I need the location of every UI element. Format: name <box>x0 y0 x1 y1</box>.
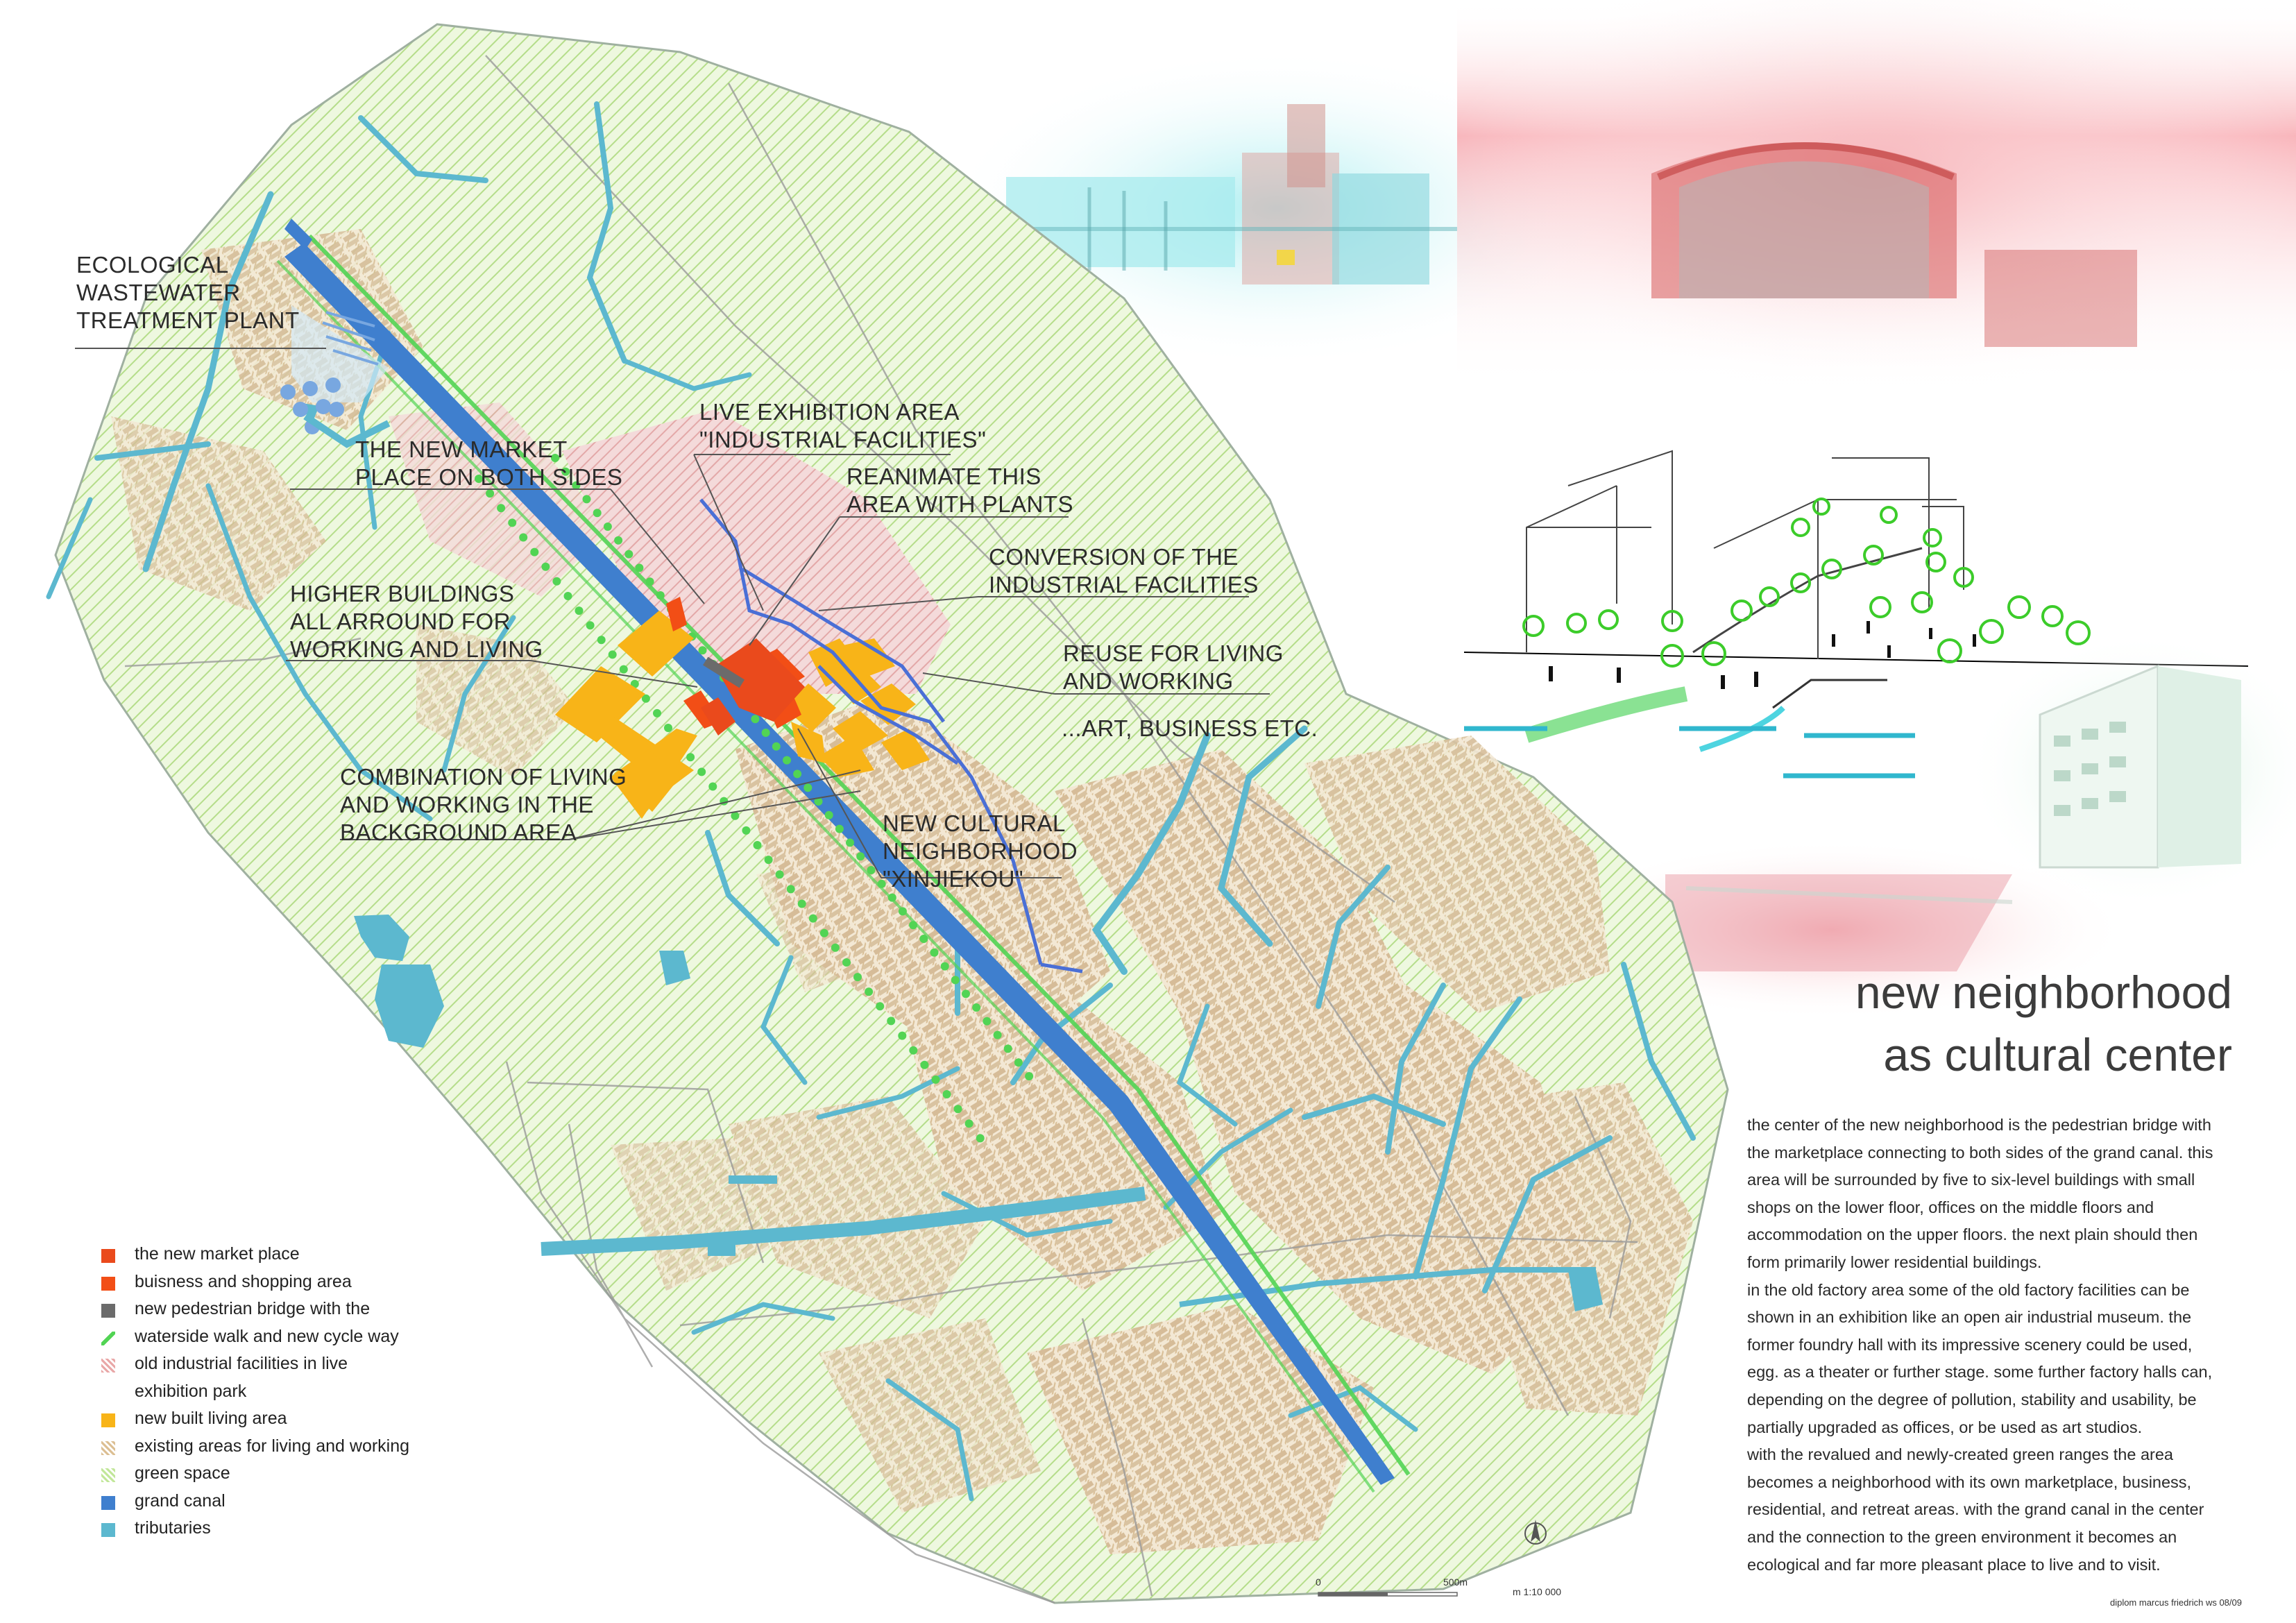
tree-dot <box>941 962 949 971</box>
legend-label: old industrial facilities in live <box>135 1354 348 1373</box>
title-line: new neighborhood <box>1855 967 2232 1018</box>
annotation-line: ...ART, BUSINESS ETC. <box>1062 715 1318 741</box>
legend-item <box>101 1436 559 1463</box>
tree-dot <box>932 1076 940 1084</box>
tree-dot <box>920 1061 928 1069</box>
annotation-line: AND WORKING <box>1063 668 1234 694</box>
tree-dot <box>793 770 801 778</box>
annotation-wastewater-plant <box>76 251 300 334</box>
tree-dot <box>1025 1072 1033 1080</box>
description-line: becomes a neighborhood with its own marketplace, business, <box>1747 1472 2192 1491</box>
annotation-line: CONVERSION OF THE <box>989 544 1239 570</box>
tree-dot <box>842 958 851 967</box>
tree-dot <box>983 1017 991 1026</box>
tree-dot <box>976 1134 985 1142</box>
tree-dot <box>609 650 617 658</box>
tree-dot <box>742 826 750 835</box>
tree-dot <box>798 900 806 908</box>
tree-dot <box>853 973 862 981</box>
tree-dot <box>867 866 875 874</box>
tree-dot <box>846 838 854 847</box>
tree-dot <box>930 949 939 957</box>
tree-dot <box>865 987 873 996</box>
legend-swatch <box>101 1332 115 1345</box>
tree-dot <box>583 495 591 503</box>
author-credit: diplom marcus friedrich ws 08/09 <box>2109 1597 2242 1608</box>
annotation-line: TREATMENT PLANT <box>76 307 300 333</box>
legend-item <box>101 1490 559 1518</box>
tree-dot <box>809 915 817 923</box>
tree-dot <box>597 636 606 644</box>
legend-item <box>101 1326 559 1354</box>
tree-dot <box>972 1003 980 1012</box>
legend-swatch <box>101 1277 115 1291</box>
tree-dot <box>951 976 960 984</box>
tree-dot <box>552 577 561 586</box>
legend-swatch <box>101 1413 115 1427</box>
legend-label: new pedestrian bridge with the <box>135 1299 371 1318</box>
tree-dot <box>787 885 795 893</box>
annotation-line: "XINJIEKOU" <box>883 866 1024 892</box>
legend-item <box>101 1463 559 1490</box>
legend-label: new built living area <box>135 1409 287 1428</box>
annotation-reuse <box>1063 640 1284 695</box>
legend-item <box>101 1408 559 1436</box>
page-title <box>1855 961 2232 1086</box>
tree-dot <box>887 1017 895 1025</box>
description-line: depending on the degree of pollution, stability and usability, be <box>1747 1390 2197 1409</box>
legend-label: exhibition park <box>135 1381 247 1401</box>
tree-dot <box>965 1119 973 1128</box>
description-line: and the connection to the green environment it becomes an <box>1747 1527 2177 1546</box>
tree-dot <box>783 756 791 765</box>
legend-swatch <box>101 1523 115 1537</box>
tree-dot <box>762 729 770 737</box>
legend-label: the new market place <box>135 1244 300 1264</box>
annotation-line: AREA WITH PLANTS <box>847 491 1074 517</box>
description-line: shops on the lower floor, offices on the middle floors and <box>1747 1198 2154 1216</box>
annotation-art-business <box>1062 715 1318 742</box>
annotation-line: LIVE EXHIBITION AREA <box>699 399 960 425</box>
tree-dot <box>653 709 661 717</box>
description-line: residential, and retreat areas. with the grand canal in the center <box>1747 1500 2204 1519</box>
tree-dot <box>508 518 516 527</box>
tree-dot <box>635 563 643 572</box>
annotation-reanimate <box>847 463 1073 518</box>
tree-dot <box>994 1031 1002 1039</box>
annotation-line: INDUSTRIAL FACILITIES <box>989 572 1259 597</box>
tree-dot <box>575 606 584 615</box>
tree-dot <box>586 621 595 629</box>
annotation-line: NEIGHBORHOOD <box>883 838 1078 864</box>
legend-swatch <box>101 1249 115 1263</box>
annotation-conversion <box>989 543 1259 599</box>
legend-label: green space <box>135 1463 230 1483</box>
legend-label: existing areas for living and working <box>135 1436 410 1456</box>
annotation-line: PLACE ON BOTH SIDES <box>355 464 623 490</box>
tree-dot <box>909 1046 917 1055</box>
legend-item <box>101 1518 559 1545</box>
description-line: accommodation on the upper floors. the next plain should then <box>1747 1225 2198 1244</box>
tree-dot <box>699 646 707 654</box>
scale-zero-label: 0 <box>1316 1577 1321 1588</box>
title-line: as cultural center <box>1883 1029 2232 1080</box>
tree-dot <box>1004 1044 1012 1053</box>
description-line: ecological and far more pleasant place to live and to visit. <box>1747 1555 2161 1574</box>
legend-swatch <box>101 1496 115 1510</box>
description-line: shown in an exhibition like an open air industrial museum. the <box>1747 1308 2192 1327</box>
annotation-line: REANIMATE THIS <box>847 464 1041 489</box>
description-line: the center of the new neighborhood is the pedestrian bridge with <box>1747 1116 2211 1134</box>
annotation-line: WORKING AND LIVING <box>290 636 543 662</box>
foundry-hall-photo <box>1443 0 2296 396</box>
annotation-higher-buildings <box>290 580 543 663</box>
tree-dot <box>646 577 654 586</box>
tree-dot <box>664 724 672 732</box>
legend-item <box>101 1353 559 1381</box>
scale-distance-label: 500m <box>1443 1577 1468 1588</box>
annotation-line: COMBINATION OF LIVING <box>340 764 627 790</box>
tree-dot <box>876 1002 884 1010</box>
legend-item <box>101 1381 559 1409</box>
annotation-line: ALL ARROUND FOR <box>290 609 511 634</box>
description-line: former foundry hall with its impressive scenery could be used, <box>1747 1335 2193 1354</box>
tree-dot <box>954 1105 962 1113</box>
tree-dot <box>962 989 970 998</box>
annotation-line: WASTEWATER <box>76 280 241 305</box>
tree-dot <box>820 929 828 937</box>
tree-dot <box>909 921 917 929</box>
tree-dot <box>943 1090 951 1098</box>
tree-dot <box>620 665 628 674</box>
map-legend <box>101 1243 559 1545</box>
legend-swatch <box>101 1304 115 1318</box>
description-line: with the revalued and newly-created green ranges the area <box>1747 1445 2173 1464</box>
tree-dot <box>564 592 572 600</box>
tree-dot <box>899 907 907 915</box>
annotation-line: REUSE FOR LIVING <box>1063 640 1284 666</box>
tree-dot <box>772 742 781 751</box>
annotation-cultural-neighborhood <box>883 810 1078 893</box>
annotation-combination <box>340 763 627 847</box>
scale-ratio-label: m 1:10 000 <box>1513 1586 1562 1597</box>
legend-item <box>101 1243 559 1271</box>
description-line: area will be surrounded by five to six-level buildings with small <box>1747 1171 2195 1189</box>
legend-swatch <box>101 1441 115 1455</box>
annotation-line: BACKGROUND AREA <box>340 819 577 845</box>
tree-dot <box>765 856 773 864</box>
legend-item <box>101 1298 559 1326</box>
annotation-line: HIGHER BUILDINGS <box>290 581 515 606</box>
scale-bar <box>1318 1592 1457 1596</box>
tree-dot <box>835 825 844 833</box>
annotation-market-place <box>355 436 622 491</box>
tree-dot <box>697 767 706 776</box>
legend-label: tributaries <box>135 1518 211 1538</box>
tree-dot <box>604 522 612 531</box>
tree-dot <box>519 534 527 542</box>
annotation-live-exhibition <box>699 398 986 454</box>
tree-dot <box>541 563 550 571</box>
tree-dot <box>898 1032 906 1040</box>
tree-dot <box>593 509 602 517</box>
tree-dot <box>919 935 928 943</box>
tree-dot <box>686 753 695 761</box>
tree-dot <box>614 536 622 545</box>
legend-label: buisness and shopping area <box>135 1271 352 1291</box>
tree-dot <box>888 894 896 902</box>
description-text <box>1747 1112 2261 1579</box>
annotation-line: "INDUSTRIAL FACILITIES" <box>699 427 987 452</box>
description-line: egg. as a theater or further stage. some further factory halls can, <box>1747 1363 2213 1382</box>
tree-dot <box>708 783 717 791</box>
tree-dot <box>754 841 762 849</box>
tree-dot <box>751 715 759 723</box>
tree-dot <box>530 548 538 556</box>
legend-swatch <box>101 1468 115 1482</box>
tree-dot <box>776 870 784 878</box>
tree-dot <box>825 811 833 819</box>
annotation-line: NEW CULTURAL <box>883 810 1066 836</box>
legend-label: waterside walk and new cycle way <box>135 1326 399 1346</box>
tree-dot <box>497 504 505 512</box>
description-line: partially upgraded as offices, or be used as art studios. <box>1747 1418 2143 1436</box>
legend-swatch <box>101 1359 115 1373</box>
tree-dot <box>1014 1058 1023 1067</box>
legend-item <box>101 1271 559 1299</box>
description-line: the marketplace connecting to both sides of the grand canal. this <box>1747 1143 2213 1162</box>
tree-dot <box>656 591 665 600</box>
description-line: form primarily lower residential buildings. <box>1747 1252 2042 1271</box>
annotation-line: AND WORKING IN THE <box>340 792 594 817</box>
tree-dot <box>803 783 812 792</box>
legend-label: grand canal <box>135 1490 226 1511</box>
description-line: in the old factory area some of the old factory facilities can be <box>1747 1280 2190 1299</box>
tree-dot <box>624 550 633 559</box>
annotation-line: THE NEW MARKET <box>355 436 568 462</box>
tree-dot <box>831 944 840 952</box>
tree-dot <box>856 852 865 860</box>
annotation-line: ECOLOGICAL <box>76 252 229 278</box>
